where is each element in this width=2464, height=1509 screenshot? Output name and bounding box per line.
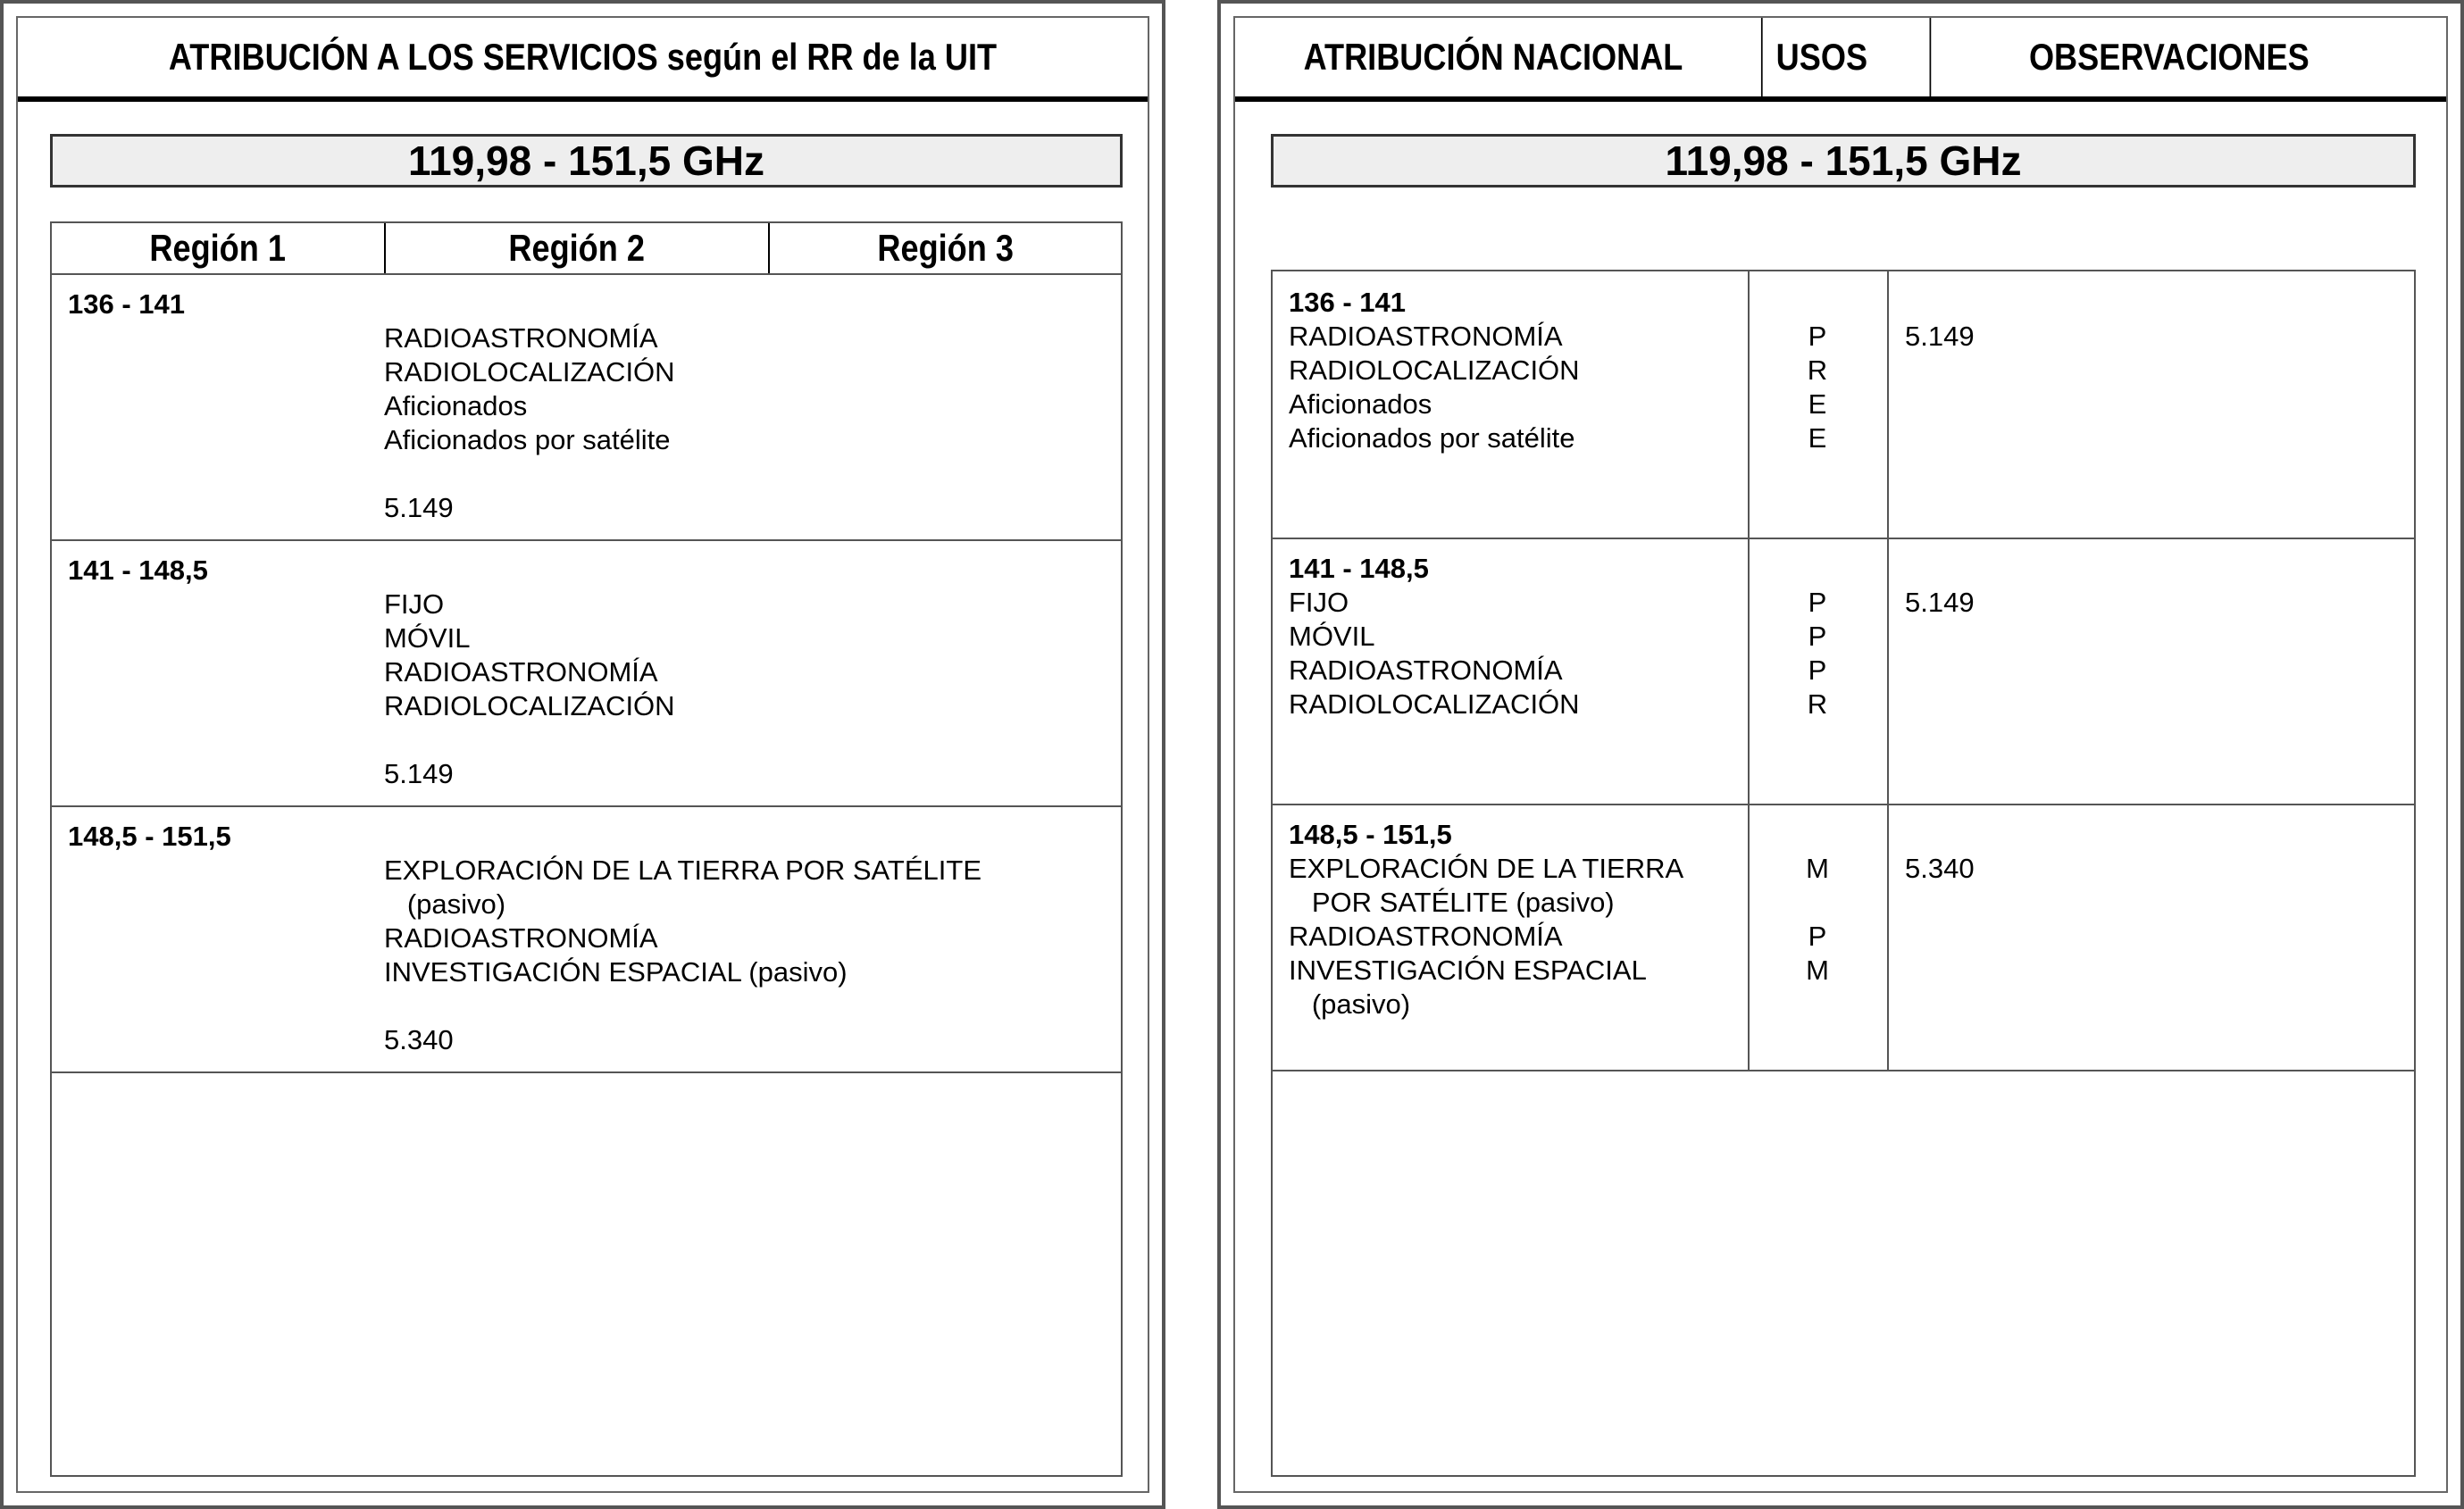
service-item: POR SATÉLITE (pasivo)	[1289, 887, 1615, 918]
service-item: RADIOLOCALIZACIÓN	[1289, 688, 1580, 720]
frequency-range: 141 - 148,5	[68, 554, 208, 586]
service-item: Aficionados por satélite	[1289, 422, 1575, 454]
national-band-title: 119,98 - 151,5 GHz	[1271, 134, 2416, 188]
uso-code: P	[1808, 321, 1827, 352]
header-national-allocation: ATRIBUCIÓN NACIONAL	[1303, 36, 1683, 78]
service-item: RADIOLOCALIZACIÓN	[384, 690, 675, 721]
footnote-ref: 5.149	[384, 492, 454, 523]
uso-code: E	[1808, 422, 1827, 454]
service-item: RADIOASTRONOMÍA	[384, 656, 658, 688]
itu-header-title: ATRIBUCIÓN A LOS SERVICIOS según el RR de la UIT	[168, 36, 998, 78]
uso-code: P	[1808, 587, 1827, 618]
frequency-range: 136 - 141	[68, 288, 185, 320]
service-list	[1289, 852, 1683, 1021]
table-row	[52, 805, 1121, 1073]
table-row	[52, 273, 1121, 541]
service-item: (pasivo)	[1289, 988, 1411, 1020]
region-1-header: Región 1	[149, 227, 287, 269]
frequency-range: 148,5 - 151,5	[68, 821, 231, 852]
service-item: RADIOASTRONOMÍA	[384, 322, 658, 354]
header-observaciones: OBSERVACIONES	[1930, 18, 2408, 96]
uso-code: R	[1807, 688, 1828, 720]
national-table	[1271, 270, 2416, 1477]
observation: 5.340	[1905, 853, 1975, 884]
table-row	[1273, 538, 2414, 805]
service-item: MÓVIL	[384, 622, 471, 654]
service-item: MÓVIL	[1289, 621, 1375, 652]
regions-header	[52, 223, 1121, 275]
uso-code: R	[1807, 354, 1828, 386]
service-item: RADIOLOCALIZACIÓN	[1289, 354, 1580, 386]
service-item: Aficionados por satélite	[384, 424, 671, 455]
service-list	[1289, 320, 1580, 455]
table-row	[52, 539, 1121, 807]
national-allocation-panel	[1217, 0, 2464, 1509]
service-list	[384, 321, 675, 457]
service-item: INVESTIGACIÓN ESPACIAL (pasivo)	[384, 956, 848, 988]
national-panel-frame	[1233, 16, 2448, 1493]
itu-regions-table	[50, 221, 1123, 1477]
service-list	[384, 588, 675, 723]
service-item: FIJO	[384, 588, 445, 620]
itu-band-title: 119,98 - 151,5 GHz	[50, 134, 1123, 188]
frequency-range: 148,5 - 151,5	[1289, 819, 1452, 850]
uso-code: P	[1808, 621, 1827, 652]
itu-panel-frame	[16, 16, 1149, 1493]
uso-code: E	[1808, 388, 1827, 420]
observation: 5.149	[1905, 321, 1975, 352]
footnote-ref: 5.340	[384, 1024, 454, 1055]
uso-code: M	[1806, 955, 1829, 986]
uso-code: M	[1806, 853, 1829, 884]
service-item: FIJO	[1289, 587, 1349, 618]
table-row	[1273, 271, 2414, 539]
service-list	[384, 854, 981, 989]
itu-header	[18, 18, 1148, 102]
national-header	[1235, 18, 2446, 102]
service-item: RADIOLOCALIZACIÓN	[384, 356, 675, 388]
footnote-ref: 5.149	[384, 758, 454, 789]
service-item: RADIOASTRONOMÍA	[384, 922, 658, 954]
service-item: (pasivo)	[384, 888, 506, 920]
uso-code: P	[1808, 921, 1827, 952]
region-3-header: Región 3	[768, 223, 1121, 273]
service-item: INVESTIGACIÓN ESPACIAL	[1289, 955, 1647, 986]
header-usos: USOS	[1761, 18, 1881, 96]
frequency-range: 136 - 141	[1289, 287, 1406, 318]
table-row	[1273, 804, 2414, 1071]
itu-allocation-panel	[0, 0, 1165, 1509]
frequency-range: 141 - 148,5	[1289, 553, 1429, 584]
service-item: RADIOASTRONOMÍA	[1289, 321, 1563, 352]
service-item: Aficionados	[384, 390, 528, 421]
service-item: Aficionados	[1289, 388, 1432, 420]
service-item: EXPLORACIÓN DE LA TIERRA	[1289, 853, 1684, 884]
uso-code: P	[1808, 654, 1827, 686]
service-item: EXPLORACIÓN DE LA TIERRA POR SATÉLITE	[384, 855, 981, 886]
region-2-header: Región 2	[384, 223, 768, 273]
service-item: RADIOASTRONOMÍA	[1289, 654, 1563, 686]
service-list	[1289, 586, 1580, 721]
observation: 5.149	[1905, 587, 1975, 618]
service-item: RADIOASTRONOMÍA	[1289, 921, 1563, 952]
